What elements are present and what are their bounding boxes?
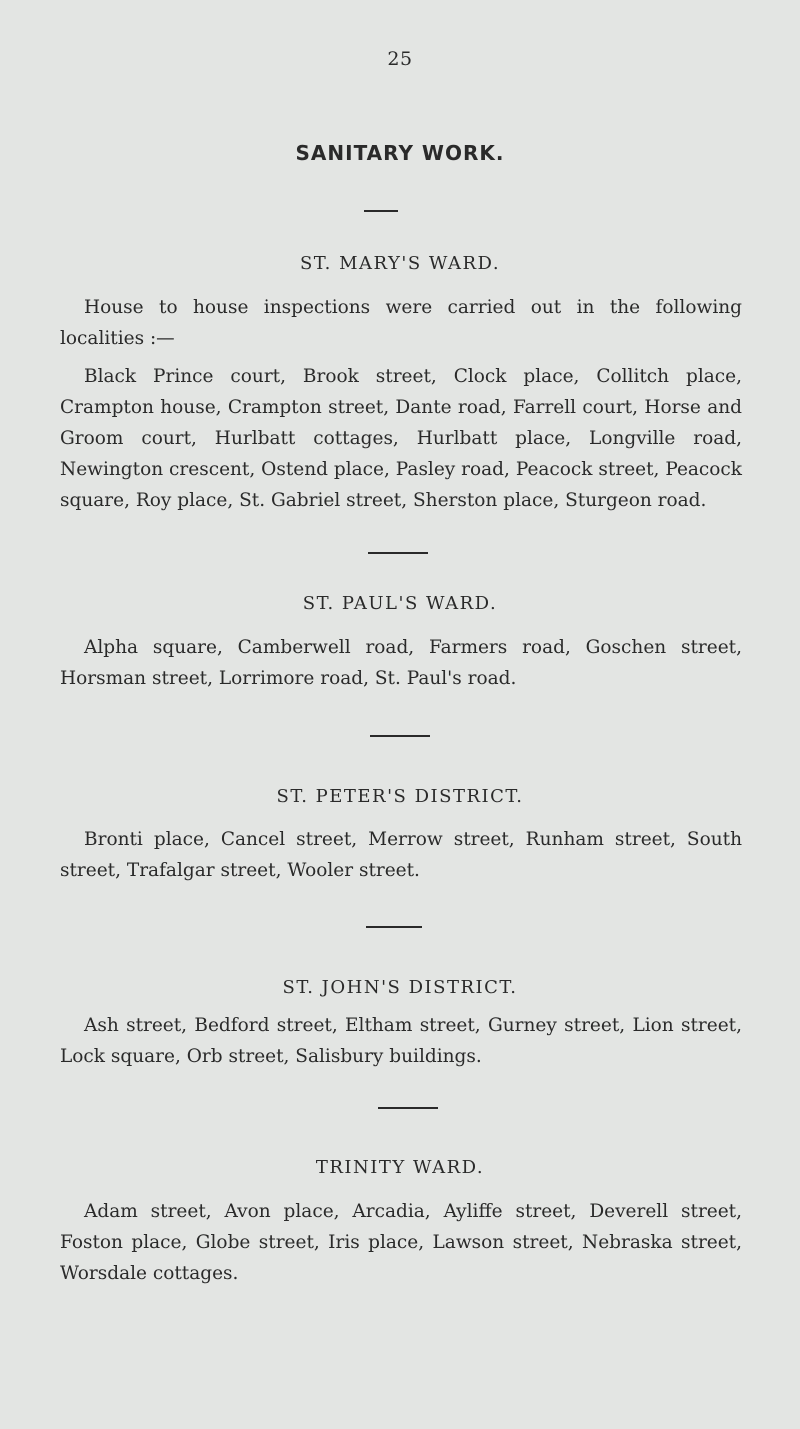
page-title: SANITARY WORK. xyxy=(295,141,505,165)
section-divider xyxy=(370,735,430,737)
page-number: 25 xyxy=(387,48,413,70)
section-heading-st-johns: ST. JOHN'S DISTRICT. xyxy=(282,977,518,998)
section-divider xyxy=(366,926,422,928)
trinity-localities-paragraph: Adam street, Avon place, Arcadia, Ayliffe street, Deverell street, Foston place, Globe street, Iris place, Lawson street, Nebraska street, Worsdale cottages. xyxy=(60,1201,742,1284)
section-heading-st-pauls: ST. PAUL'S WARD. xyxy=(302,593,498,614)
section-divider xyxy=(378,1107,438,1109)
section-heading-st-peters: ST. PETER'S DISTRICT. xyxy=(276,786,524,807)
st-johns-localities-paragraph: Ash street, Bedford street, Eltham street, Gurney street, Lion street, Lock square, Orb street, Salisbury buildings. xyxy=(60,1015,742,1067)
st-marys-intro-paragraph: House to house inspections were carried out in the following localities :— xyxy=(60,297,742,349)
section-heading-trinity: TRINITY WARD. xyxy=(315,1157,485,1178)
section-divider xyxy=(368,552,428,554)
st-pauls-localities-paragraph: Alpha square, Camberwell road, Farmers road, Goschen street, Horsman street, Lorrimore road, St. Paul's road. xyxy=(60,637,742,689)
st-marys-localities-paragraph: Black Prince court, Brook street, Clock place, Collitch place, Crampton house, Crampton street, Dante road, Farrell court, Horse and Groom court, Hurlbatt cottages, Hurlbatt place, Longville road, Newington crescent, Ostend place, Pasley road, Peacock street, Peacock square, Roy place, St. Gabriel street, Sherston place, Sturgeon road. xyxy=(60,366,742,511)
st-peters-localities-paragraph: Bronti place, Cancel street, Merrow street, Runham street, South street, Trafalgar street, Wooler street. xyxy=(60,829,742,881)
section-heading-st-marys: ST. MARY'S WARD. xyxy=(299,253,501,274)
section-divider xyxy=(364,210,398,212)
